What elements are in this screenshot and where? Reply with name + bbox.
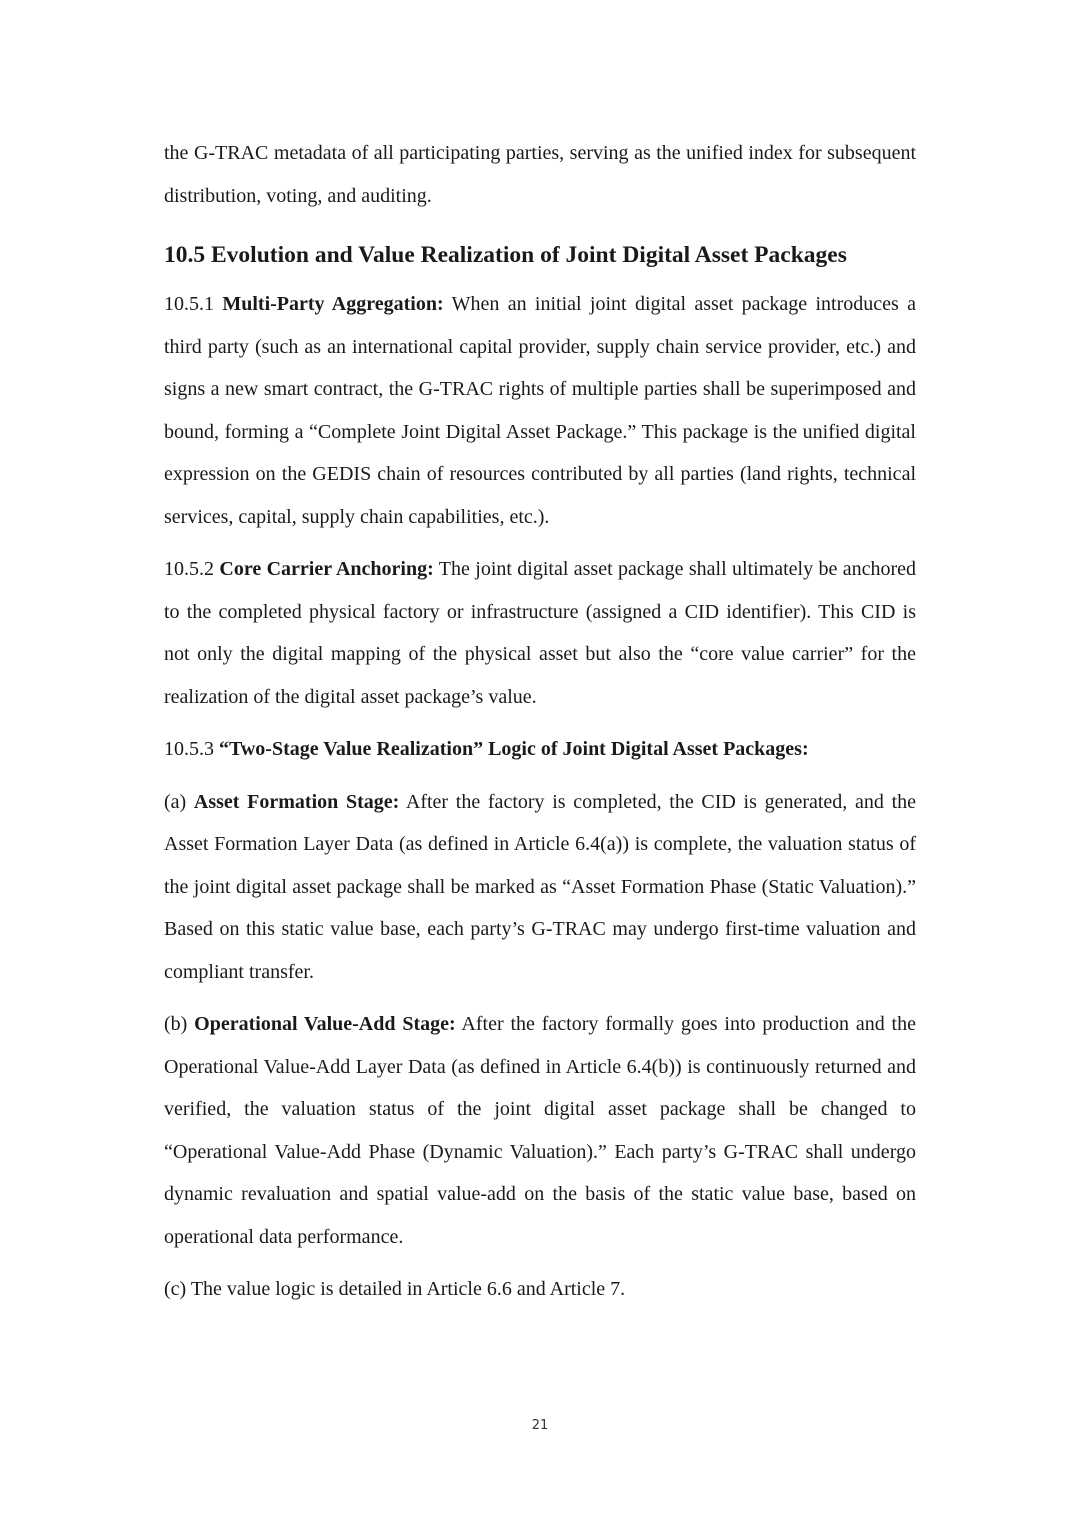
clause-number: 10.5.1 (164, 293, 214, 315)
section-heading: 10.5 Evolution and Value Realization of Joint Digital Asset Packages (164, 242, 847, 268)
clause-term: “Two-Stage Value Realization” Logic of Joint Digital Asset Packages: (219, 738, 809, 760)
item-text: (c) The value logic is detailed in Article 6.6 and Article 7. (164, 1278, 626, 1300)
intro-text: the G-TRAC metadata of all participating parties, serving as the unified index for subsequent distribution, voting, and auditing. (164, 142, 916, 207)
clause-10-5-3 (164, 728, 916, 771)
clause-number: 10.5.3 (164, 738, 214, 760)
clause-text: The joint digital asset package shall ultimately be anchored to the completed physical factory or infrastructure (assigned a CID identifier). This CID is not only the digital mapping of the physical asset but also the “core value carrier” for the realization of the digital asset package’s value. (164, 558, 917, 708)
item-term: Asset Formation Stage: (193, 790, 400, 813)
intro-paragraph (164, 132, 916, 217)
item-text: After the factory formally goes into production and the Operational Value-Add Layer Data (as defined in Article 6.4(b)) is continuously returned and verified, the valuation status of the joint digital asset package shall be changed to “Operational Value-Add Phase (Dynamic Valuation).” Each party’s G-TRAC shall undergo dynamic revaluation and spatial value-add on the basis of the static value base, based on operational data performance. (164, 1013, 916, 1248)
clause-10-5-1 (164, 283, 916, 538)
clause-text: When an initial joint digital asset package introduces a third party (such as an international capital provider, supply chain service provider, etc.) and signs a new smart contract, the G-TRAC rights of multiple parties shall be superimposed and bound, forming a “Complete Joint Digital Asset Package.” This package is the unified digital expression on the GEDIS chain of resources contributed by all parties (land rights, technical services, capital, supply chain capabilities, etc.). (164, 293, 917, 528)
clause-number: 10.5.2 (164, 558, 214, 580)
item-a (164, 781, 916, 994)
clause-10-5-2 (164, 548, 916, 718)
clause-term: Multi-Party Aggregation: (222, 293, 444, 315)
clause-term: Core Carrier Anchoring: (219, 558, 434, 580)
item-term: Operational Value-Add Stage: (194, 1013, 456, 1035)
page-number: 21 (531, 1418, 549, 1433)
item-b (164, 1003, 916, 1258)
item-label: (a) (164, 790, 187, 813)
item-label: (b) (164, 1013, 188, 1035)
item-text: After the factory is completed, the CID is generated, and the Asset Formation Layer Data (as defined in Article 6.4(a)) is complete, the valuation status of the joint digital asset package shall be marked as “Asset Formation Phase (Static Valuation).” Based on this static value base, each party’s G-TRAC may undergo first-time valuation and compliant transfer. (164, 790, 917, 983)
document-page (164, 132, 916, 1311)
item-c (164, 1268, 916, 1311)
